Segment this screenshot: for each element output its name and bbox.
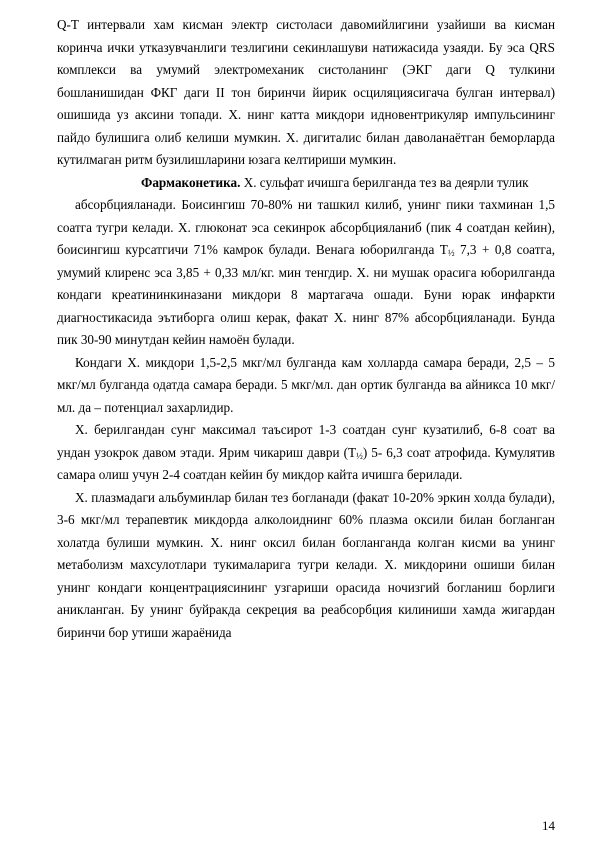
absorption-text-b: 7,3 + 0,8 соатга, умумий клиренс эса 3,85 + 0,33 мл/кг. мин тенгдир. Х. ни мушак орасига юборилганда кондаги креатининкиназани микдори 8 мартагача ошади. Буни юрак инфаркти диагностикасида эътиборга олиш керак, факат Х. нинг 87% абсорбцияланади. Бунда пик 30-90 минутдан кейин намоён булади. <box>57 242 556 347</box>
paragraph-qt-interval: Q-T интервали хам кисман электр систоласи давомийлигини узайиши ва кисман коринча ички утказувчанлиги тезлигини секинлашуви натижасида узаяди. Бу эса QRS комплекси ва умумий электромеханик систоланинг (ЭКГ даги Q тулкини бошланишидан ФКГ даги II тон биринчи йирик осциляциясигача булган интервал) ошишида уз аксини топади. Х. нинг катта микдори идновентрикуляр импульсининг пайдо булишига олиб келиши мумкин. Х. дигиталис билан даволанаётган беморларда кутилмаган ритм бузилишларини юзага келтириши мумкин. <box>57 17 555 167</box>
half-life-subscript-2: ½ <box>356 450 363 461</box>
half-life-subscript: ½ <box>447 248 455 258</box>
pharmacokinetics-first-line: Х. сульфат ичишга берилганда тез ва деярли тулик <box>240 174 529 190</box>
paragraph-absorption <box>57 194 555 352</box>
max-effect-text-a: Х. берилгандан сунг максимал таъсирот 1-3 соатдан сунг кузатилиб, 6-8 соат ва ундан узокрок давом этади. Ярим чикариш даври (Т <box>57 422 555 460</box>
body-text <box>57 14 555 644</box>
absorption-text-a: абсорбцияланади. Боисингиш 70-80% ни ташкил килиб, унинг пики тахминан 1,5 соатга тугри келади. Х. глюконат эса секинрок абсорбцияланиб (пик 4 соатдан кейин), боисингиш курсатгичи 71% камрок булади. Венага юборилганда Т <box>57 197 555 257</box>
page-number: 14 <box>542 818 555 833</box>
paragraph-max-effect <box>57 419 555 487</box>
paragraph-albumin-binding: Х. плазмадаги альбуминлар билан тез богланади (факат 10-20% эркин холда булади), 3-6 мкг/мл терапевтик микдорда алколоиднинг 60% плазма оксили билан богланган холатда булиши мумкин. Х. нинг оксил билан богланганда колган кисми ва унинг метаболизм махсулотлари тукималарига тугри келади. Х. микдорини ошиши билан унинг кондаги концентрациясининг узгариши орасида ночизгий богланиш борлиги аникланган. Бу унинг буйракда секреция ва реабсорбция килиниши хамда жигардан биринчи бор утиши жараёнида <box>57 489 555 640</box>
max-effect-text-b: ) 5- 6,3 соат атрофида. Кумулятив самара олиш учун 2-4 соатдан кейин бу микдор кайта ичишга берилади. <box>57 444 555 482</box>
paragraph-blood-concentration: Кондаги Х. микдори 1,5-2,5 мкг/мл булганда кам холларда самара беради, 2,5 – 5 мкг/мл булганда одатда самара беради. 5 мкг/мл. дан ортик булганда ва айникса 10 мкг/мл. да – потенциал захарлидир. <box>57 354 555 415</box>
section-heading-pharmacokinetics: Фармаконетика. <box>141 174 241 190</box>
paragraph-pharmacokinetics-intro <box>57 172 555 195</box>
